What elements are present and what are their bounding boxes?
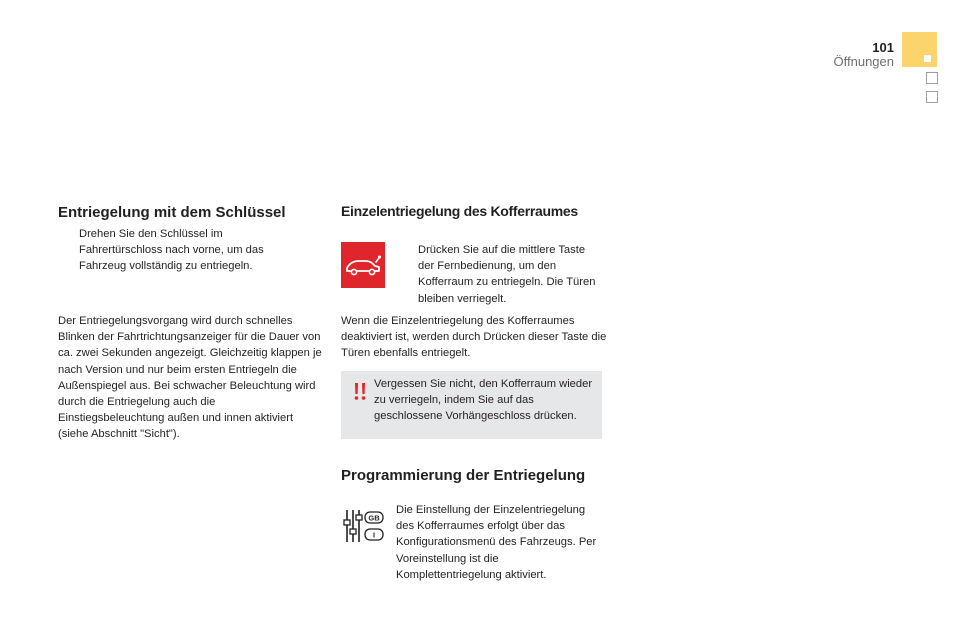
settings-sliders-gb-icon	[343, 507, 387, 545]
config-text: Die Einstellung der Einzelentriegelung des Kofferraumes erfolgt über das Konfigurationsmenü des Fahrzeugs. Per Voreinstellung ist die Komplettentriegelung aktiviert.	[396, 504, 597, 581]
tab-marker	[924, 55, 931, 62]
section-name: Öffnungen	[833, 54, 894, 69]
section-heading-programming: Programmierung der Entriegelung	[341, 467, 586, 484]
chapter-tab[interactable]	[926, 72, 938, 84]
chapter-tab[interactable]	[926, 91, 938, 103]
section-heading-key-unlock: Entriegelung mit dem Schlüssel	[58, 204, 286, 221]
warning-text: Vergessen Sie nicht, den Kofferraum wieder zu verriegeln, indem Sie auf das geschlossene Vorhängeschloss drücken.	[374, 378, 593, 423]
instruction-text: Drücken Sie auf die mittlere Taste der Fernbedienung, um den Kofferraum zu entriegeln. Die Türen bleiben verriegelt.	[418, 244, 596, 305]
warning-box	[341, 371, 602, 439]
instruction-text: Drehen Sie den Schlüssel im Fahrertürschloss nach vorne, um das Fahrzeug vollständig zu entriegeln.	[79, 228, 264, 273]
car-key-remote-icon	[341, 242, 385, 288]
section-heading-trunk-unlock: Einzelentriegelung des Kofferraumes	[341, 203, 578, 219]
chapter-tab-active[interactable]	[902, 32, 937, 67]
exclamation-warning-icon	[349, 380, 371, 402]
page-number: 101	[872, 40, 894, 55]
icon-label-gb: GB	[368, 513, 380, 523]
body-paragraph: Wenn die Einzelentriegelung des Kofferraumes deaktiviert ist, werden durch Drücken dieser Taste die Türen ebenfalls entriegelt.	[341, 315, 607, 360]
icon-label-i: I	[372, 530, 376, 540]
body-paragraph: Der Entriegelungsvorgang wird durch schnelles Blinken der Fahrtrichtungsanzeiger für die Dauer von ca. zwei Sekunden angezeigt. Gleichzeitig klappen je nach Version und nur beim ersten Entriegeln die Außenspiegel aus. Bei schwacher Beleuchtung wird durch die Entriegelung auch die Einstiegsbeleuchtung außen und innen aktiviert (siehe Abschnitt "Sicht").	[58, 315, 322, 441]
